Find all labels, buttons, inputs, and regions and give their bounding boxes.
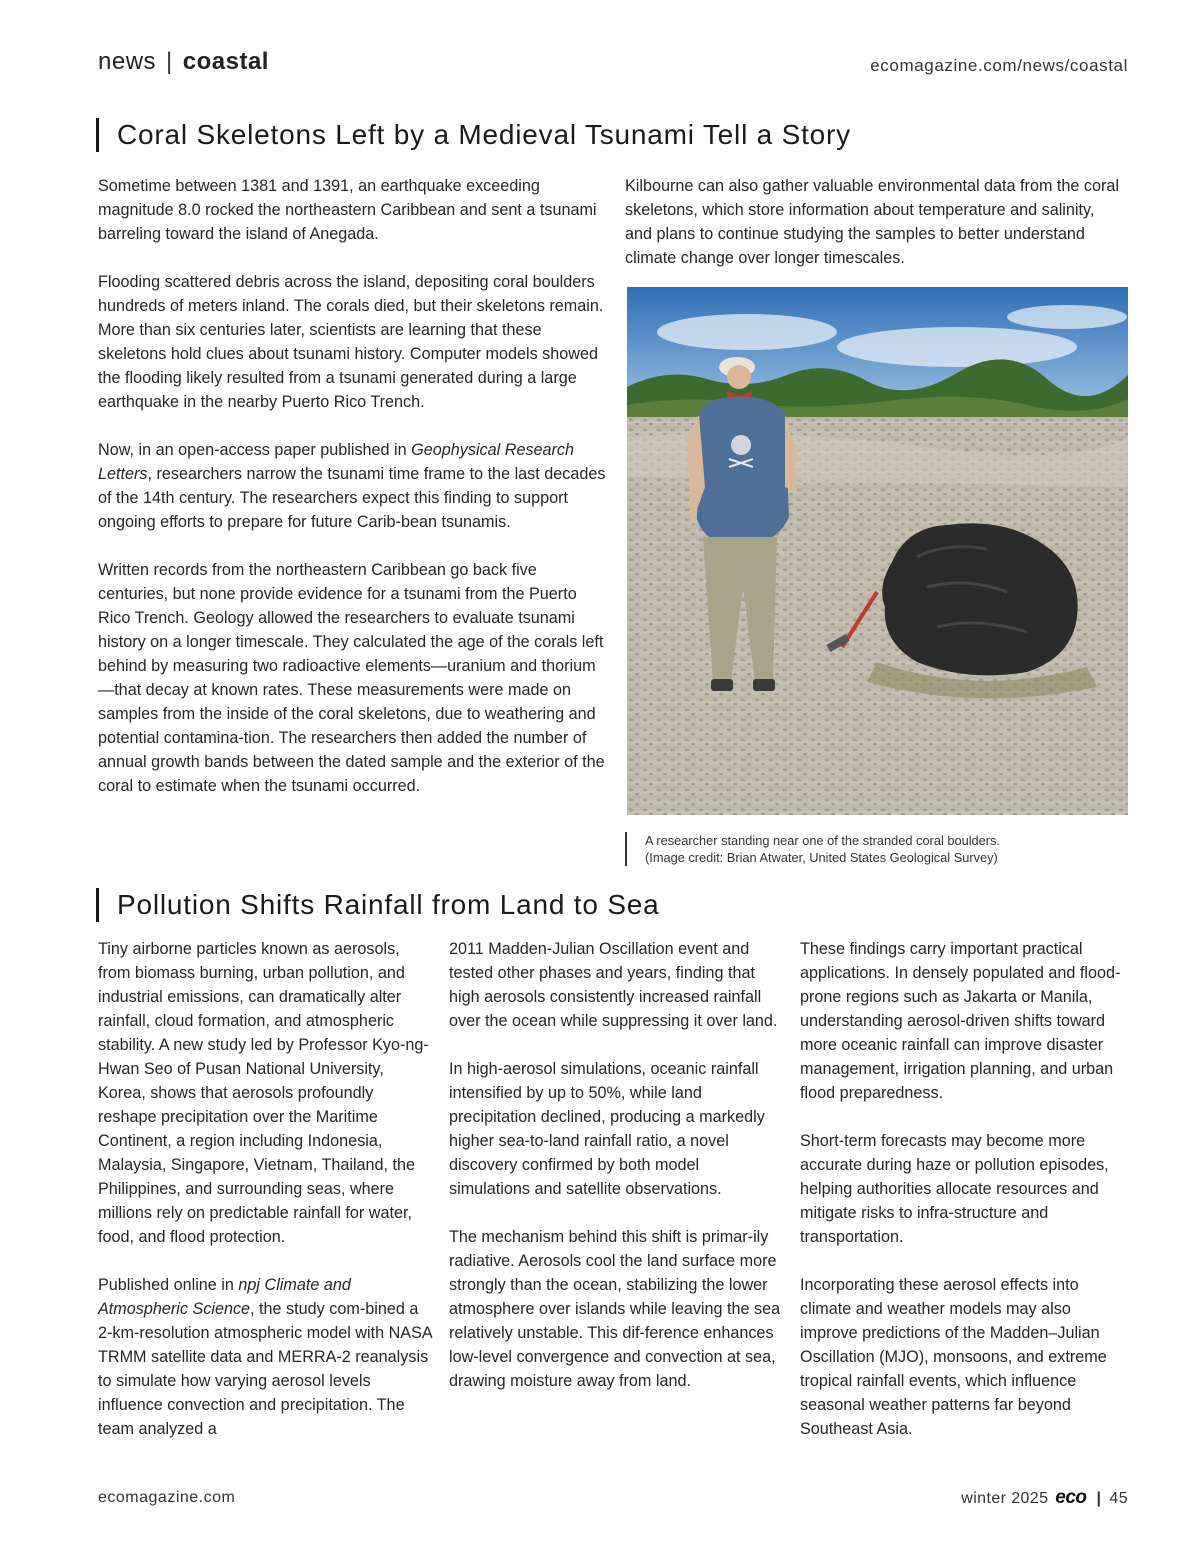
- journal-name: Geophysical Research Letters: [98, 441, 575, 483]
- eco-logo: eco: [1055, 1487, 1087, 1508]
- footer-issue-info: [961, 1487, 1128, 1509]
- issue-label: winter 2025: [961, 1490, 1049, 1507]
- article1-column-right: [625, 174, 1120, 270]
- text-run: Now, in an open-access paper published in: [98, 441, 412, 459]
- article2-paragraph: These findings carry important practical applications. In densely populated and flood-prone regions such as Jakarta or Manila, understanding aerosol-driven shifts toward more oceanic rainfall can improve disaster management, irrigation planning, and urban flood preparedness.: [800, 940, 1121, 1102]
- article1-title: Coral Skeletons Left by a Medieval Tsunami Tell a Story: [96, 118, 851, 152]
- photo-caption: [625, 832, 1125, 866]
- article2-column-1: [98, 937, 433, 1441]
- subsection-name: coastal: [182, 48, 269, 75]
- section-name: news: [98, 48, 157, 75]
- article2-paragraph: Incorporating these aerosol effects into climate and weather models may also improve predictions of the Madden–Julian Oscillation (MJO), monsoons, and extreme tropical rainfall events, which influence seasonal weather patterns far beyond Southeast Asia.: [800, 1276, 1107, 1438]
- article1-paragraph: Sometime between 1381 and 1391, an earthquake exceeding magnitude 8.0 rocked the northeastern Caribbean and sent a tsunami barreling toward the island of Anegada.: [98, 177, 597, 243]
- header-url[interactable]: ecomagazine.com/news/coastal: [870, 56, 1128, 75]
- article1-column-left: [98, 174, 608, 798]
- text-run: , researchers narrow the tsunami time frame to the last decades of the 14th century. The researchers expect this finding to support ongoing efforts to prepare for future Carib-bean tsunamis.: [98, 465, 606, 531]
- caption-credit: (Image credit: Brian Atwater, United States Geological Survey): [645, 850, 998, 865]
- caption-line: A researcher standing near one of the stranded coral boulders.: [645, 833, 1000, 848]
- text-run: , the study com-bined a 2-km-resolution atmospheric model with NASA TRMM satellite data and MERRA-2 reanalysis to simulate how varying aerosol levels influence convection and precipitation. The team analyzed a: [98, 1300, 432, 1438]
- article2-paragraph: Short-term forecasts may become more accurate during haze or pollution episodes, helping authorities allocate resources and mitigate risks to infra-structure and transportation.: [800, 1132, 1109, 1246]
- footer-divider: |: [1096, 1490, 1102, 1507]
- article1-paragraph: Flooding scattered debris across the island, depositing coral boulders hundreds of meters inland. The corals died, but their skeletons remain. More than six centuries later, scientists are learning that these skeletons hold clues about tsunami history. Computer models showed the flooding likely resulted from a tsunami generated during a large earthquake in the nearby Puerto Rico Trench.: [98, 273, 604, 411]
- article1-paragraph: Written records from the northeastern Caribbean go back five centuries, but none provide evidence for a tsunami from the Puerto Rico Trench. Geology allowed the researchers to evaluate tsunami history on a longer timescale. They calculated the age of the corals left behind by measuring two radioactive elements—uranium and thorium—that decay at known rates. These measurements were made on samples from the inside of the coral skeletons, due to weathering and potential contamina-tion. The researchers then added the number of annual growth bands between the dated sample and the exterior of the coral to estimate when the tsunami occurred.: [98, 561, 605, 795]
- section-divider: |: [166, 48, 173, 75]
- article2-title: Pollution Shifts Rainfall from Land to Sea: [96, 888, 660, 922]
- article2-paragraph: The mechanism behind this shift is primar-ily radiative. Aerosols cool the land surface more strongly than the ocean, stabilizing the lower atmosphere over islands while leaving the sea relatively unstable. This dif-ference enhances low-level convergence and convection at sea, drawing moisture away from land.: [449, 1228, 781, 1390]
- article2-column-2: [449, 937, 781, 1393]
- footer-site[interactable]: ecomagazine.com: [98, 1489, 236, 1506]
- article2-paragraph: 2011 Madden-Julian Oscillation event and tested other phases and years, finding that high aerosols consistently increased rainfall over the ocean while suppressing it over land.: [449, 940, 778, 1030]
- article2-column-3: [800, 937, 1125, 1441]
- article2-paragraph: [98, 1273, 433, 1441]
- coral-boulder-photo: [627, 287, 1128, 815]
- article1-paragraph: Kilbourne can also gather valuable environmental data from the coral skeletons, which store information about temperature and salinity, and plans to continue studying the samples to better understand climate change over longer timescales.: [625, 177, 1120, 267]
- page-number: 45: [1109, 1490, 1128, 1507]
- section-label: [98, 48, 269, 76]
- article2-paragraph: In high-aerosol simulations, oceanic rainfall intensified by up to 50%, while land precipitation declined, producing a markedly higher sea-to-land rainfall ratio, a novel discovery confirmed by both model simulations and satellite observations.: [449, 1060, 765, 1198]
- journal-name: npj Climate and Atmospheric Science: [98, 1276, 351, 1318]
- text-run: Published online in: [98, 1276, 239, 1294]
- article1-paragraph: [98, 438, 608, 534]
- article2-paragraph: Tiny airborne particles known as aerosols, from biomass burning, urban pollution, and industrial emissions, can dramatically alter rainfall, cloud formation, and atmospheric stability. A new study led by Professor Kyo-ng-Hwan Seo of Pusan National University, Korea, shows that aerosols profoundly reshape precipitation over the Maritime Continent, a region including Indonesia, Malaysia, Singapore, Vietnam, Thailand, the Philippines, and surrounding seas, where millions rely on predictable rainfall for water, food, and flood protection.: [98, 940, 429, 1246]
